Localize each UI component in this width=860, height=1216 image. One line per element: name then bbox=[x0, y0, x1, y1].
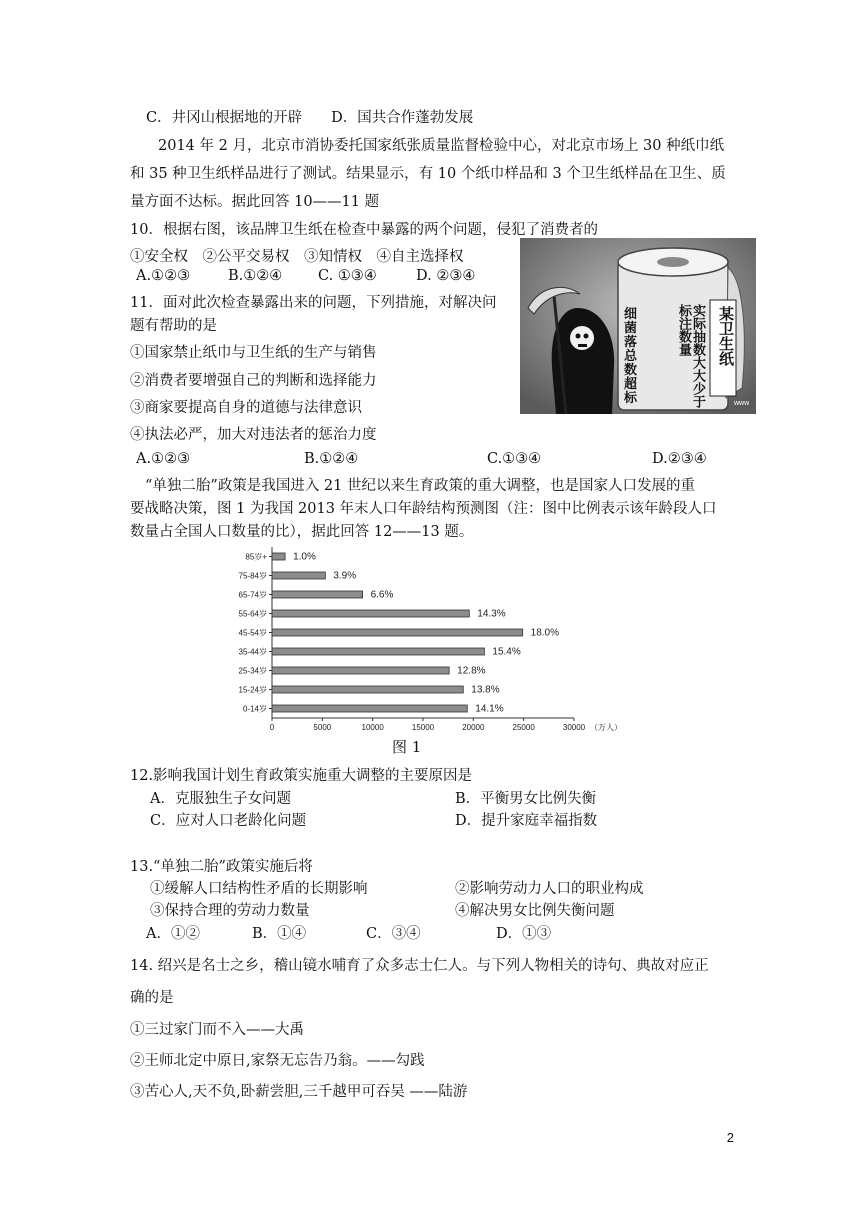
q11-option-b: B.①②④ bbox=[304, 451, 359, 467]
q13-option-b: B．①④ bbox=[252, 926, 307, 942]
q11-option-d: D.②③④ bbox=[652, 451, 707, 467]
category-label: 75-84岁 bbox=[238, 571, 267, 581]
q11-item-2: ②消费者要增强自己的判断和选择能力 bbox=[130, 373, 377, 389]
x-unit-label: （万人） bbox=[590, 723, 622, 732]
question-11: 11．面对此次检查暴露出来的问题，下列措施，对解决问 bbox=[130, 295, 497, 311]
cartoon-roll-title: 某卫生纸 bbox=[717, 306, 735, 366]
cartoon-left-text: 细菌落总数超标 bbox=[624, 307, 638, 406]
x-tick-label: 0 bbox=[269, 723, 275, 732]
q14-item-3: ③苦心人,天不负,卧薪尝胆,三千越甲可吞吴 ——陆游 bbox=[130, 1084, 468, 1100]
data-label: 3.9% bbox=[333, 570, 357, 582]
data-label: 18.0% bbox=[530, 627, 560, 639]
passage-line: 和 35 种卫生纸样品进行了测试。结果显示，有 10 个纸巾样品和 3 个卫生纸样品在卫生、质 bbox=[130, 166, 726, 182]
q13-option-a: A．①② bbox=[146, 926, 200, 942]
x-tick-label: 10000 bbox=[361, 723, 384, 732]
q12-option-b: B．平衡男女比例失衡 bbox=[455, 791, 597, 807]
category-label: 15-24岁 bbox=[238, 685, 267, 695]
option-line-c-d: C．井冈山根据地的开辟 D．国共合作蓬勃发展 bbox=[146, 110, 474, 126]
q14-item-1: ①三过家门而不入——大禹 bbox=[130, 1022, 304, 1038]
question-10-items: ①安全权 ②公平交易权 ③知情权 ④自主选择权 bbox=[130, 249, 464, 265]
data-label: 1.0% bbox=[293, 551, 316, 563]
q11-item-4: ④执法必严，加大对违法者的惩治力度 bbox=[130, 427, 377, 443]
bar bbox=[272, 610, 469, 617]
passage-2-line: “单独二胎”政策是我国进入 21 世纪以来生育政策的重大调整，也是国家人口发展的重 bbox=[145, 478, 695, 494]
figure-caption: 图 1 bbox=[392, 738, 422, 756]
category-label: 45-54岁 bbox=[238, 628, 267, 638]
data-label: 12.8% bbox=[457, 665, 486, 677]
bar bbox=[272, 686, 463, 693]
question-13: 13.“单独二胎”政策实施后将 bbox=[130, 859, 313, 875]
passage-line: 2014 年 2 月，北京市消协委托国家纸张质量监督检验中心，对北京市场上 30 种纸巾纸 bbox=[158, 138, 725, 154]
question-12: 12.影响我国计划生育政策实施重大调整的主要原因是 bbox=[130, 768, 473, 784]
q14-item-2: ②王师北定中原日,家祭无忘告乃翁。——勾践 bbox=[130, 1053, 425, 1069]
q13-item-3: ③保持合理的劳动力数量 bbox=[150, 903, 310, 919]
cartoon-watermark: www bbox=[734, 400, 750, 407]
q10-option-b: B.①②④ bbox=[228, 268, 283, 284]
data-label: 14.3% bbox=[477, 608, 506, 620]
category-label: 85岁+ bbox=[245, 552, 267, 562]
x-tick-label: 30000 bbox=[562, 723, 586, 732]
passage-2-line: 要战略决策，图 1 为我国 2013 年末人口年龄结构预测图（注：图中比例表示该年龄段人口 bbox=[130, 501, 717, 517]
q13-option-c: C．③④ bbox=[366, 926, 421, 942]
question-10: 10．根据右图，该品牌卫生纸在检查中暴露的两个问题，侵犯了消费者的 bbox=[130, 222, 598, 238]
data-label: 14.1% bbox=[475, 703, 504, 715]
bar bbox=[272, 648, 484, 655]
page-number: 2 bbox=[726, 1130, 734, 1145]
bar bbox=[272, 705, 467, 712]
q10-option-d: D. ②③④ bbox=[416, 268, 476, 284]
bar bbox=[272, 591, 363, 598]
q11-option-a: A.①②③ bbox=[136, 451, 191, 467]
q12-option-a: A．克服独生子女问题 bbox=[150, 791, 291, 807]
q11-item-1: ①国家禁止纸巾与卫生纸的生产与销售 bbox=[130, 345, 377, 361]
x-tick-label: 20000 bbox=[462, 723, 485, 732]
category-label: 35-44岁 bbox=[238, 647, 267, 657]
data-label: 6.6% bbox=[370, 589, 394, 601]
question-14: 14. 绍兴是名士之乡，稽山镜水哺育了众多志士仁人。与下列人物相关的诗句、典故对应正 bbox=[130, 958, 709, 974]
passage-2-line: 数量占全国人口数量的比），据此回答 12——13 题。 bbox=[130, 524, 474, 540]
bar bbox=[272, 629, 523, 636]
passage-line: 量方面不达标。据此回答 10——11 题 bbox=[130, 194, 380, 210]
category-label: 0-14岁 bbox=[242, 704, 267, 714]
x-tick-label: 25000 bbox=[512, 723, 535, 732]
bar bbox=[272, 553, 285, 560]
toilet-paper-cartoon bbox=[520, 238, 756, 414]
category-label: 65-74岁 bbox=[238, 590, 267, 600]
question-11-cont: 题有帮助的是 bbox=[130, 318, 217, 334]
bar bbox=[272, 667, 449, 674]
q13-item-2: ②影响劳动力人口的职业构成 bbox=[455, 881, 644, 897]
data-label: 13.8% bbox=[471, 684, 500, 696]
data-label: 15.4% bbox=[492, 646, 521, 658]
q13-item-1: ①缓解人口结构性矛盾的长期影响 bbox=[150, 881, 368, 897]
q12-option-c: C．应对人口老龄化问题 bbox=[150, 813, 307, 829]
cartoon-right-text: 实际抽数大大少于标注数量 bbox=[676, 304, 705, 408]
q10-option-a: A.①②③ bbox=[136, 268, 191, 284]
population-age-chart bbox=[222, 543, 642, 738]
q12-option-d: D．提升家庭幸福指数 bbox=[455, 813, 598, 829]
q13-item-4: ④解决男女比例失衡问题 bbox=[455, 903, 615, 919]
category-label: 55-64岁 bbox=[238, 609, 267, 619]
question-14-cont: 确的是 bbox=[130, 990, 174, 1006]
q11-option-c: C.①③④ bbox=[487, 451, 542, 467]
x-tick-label: 5000 bbox=[313, 723, 332, 732]
category-label: 25-34岁 bbox=[238, 666, 267, 676]
x-tick-label: 15000 bbox=[411, 723, 435, 732]
bar bbox=[272, 572, 325, 579]
q10-option-c: C. ①③④ bbox=[318, 268, 377, 284]
q13-option-d: D．①③ bbox=[496, 926, 552, 942]
q11-item-3: ③商家要提高自身的道德与法律意识 bbox=[130, 400, 362, 416]
